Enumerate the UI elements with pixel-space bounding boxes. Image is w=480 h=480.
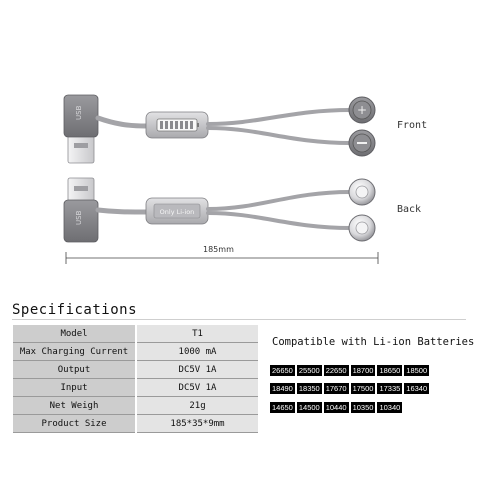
spec-key: Input xyxy=(13,379,136,397)
battery-size-badge: 18650 xyxy=(379,366,401,375)
spec-value: DC5V 1A xyxy=(136,379,258,397)
compatibility-title: Compatible with Li-ion Batteries xyxy=(272,336,475,348)
spec-row xyxy=(13,343,258,361)
spec-key: Model xyxy=(13,325,136,343)
spec-row xyxy=(13,325,258,343)
battery-size-badge: 18350 xyxy=(298,384,320,393)
battery-size-badge: 10440 xyxy=(325,403,347,412)
spec-key: Max Charging Current xyxy=(13,343,136,361)
battery-size-badge: 14650 xyxy=(272,403,293,412)
title-divider xyxy=(12,319,466,320)
battery-size-badge: 17670 xyxy=(325,384,347,393)
spec-key: Output xyxy=(13,361,136,379)
spec-row xyxy=(13,415,258,433)
spec-value: 185*35*9mm xyxy=(136,415,258,433)
battery-size-badge: 17335 xyxy=(379,384,401,393)
specifications-table xyxy=(13,325,258,433)
battery-size-badge: 22650 xyxy=(325,366,347,375)
svg-text:USB: USB xyxy=(75,105,83,120)
minus-symbol xyxy=(357,142,367,144)
spec-key: Net Weigh xyxy=(13,397,136,415)
back-label: Back xyxy=(397,204,422,215)
spec-value: 21g xyxy=(136,397,258,415)
battery-size-badge: 18500 xyxy=(406,366,428,375)
battery-size-badge: 17500 xyxy=(352,384,374,393)
back-charger xyxy=(64,178,375,242)
specifications-title: Specifications xyxy=(12,302,138,318)
battery-size-badge: 18700 xyxy=(352,366,374,375)
battery-size-badge: 10340 xyxy=(379,403,401,412)
length-label: 185mm xyxy=(203,245,234,254)
battery-size-badge: 25500 xyxy=(298,366,320,375)
battery-row xyxy=(270,383,429,394)
spec-row xyxy=(13,397,258,415)
spec-row xyxy=(13,361,258,379)
front-charger xyxy=(64,95,375,163)
front-label: Front xyxy=(397,120,428,131)
battery-size-badge: 26650 xyxy=(272,366,293,375)
battery-row xyxy=(270,402,402,413)
spec-value: 1000 mA xyxy=(136,343,258,361)
spec-value: T1 xyxy=(136,325,258,343)
battery-row xyxy=(270,365,429,376)
svg-text:USB: USB xyxy=(75,210,83,225)
plus-symbol: + xyxy=(356,103,368,117)
battery-size-badge: 10350 xyxy=(352,403,374,412)
battery-size-badge: 18490 xyxy=(272,384,293,393)
spec-key: Product Size xyxy=(13,415,136,433)
charger-label: Only Li-ion xyxy=(159,208,195,216)
spec-value: DC5V 1A xyxy=(136,361,258,379)
battery-size-badge: 14500 xyxy=(298,403,320,412)
battery-size-badge: 16340 xyxy=(406,384,428,393)
spec-row xyxy=(13,379,258,397)
